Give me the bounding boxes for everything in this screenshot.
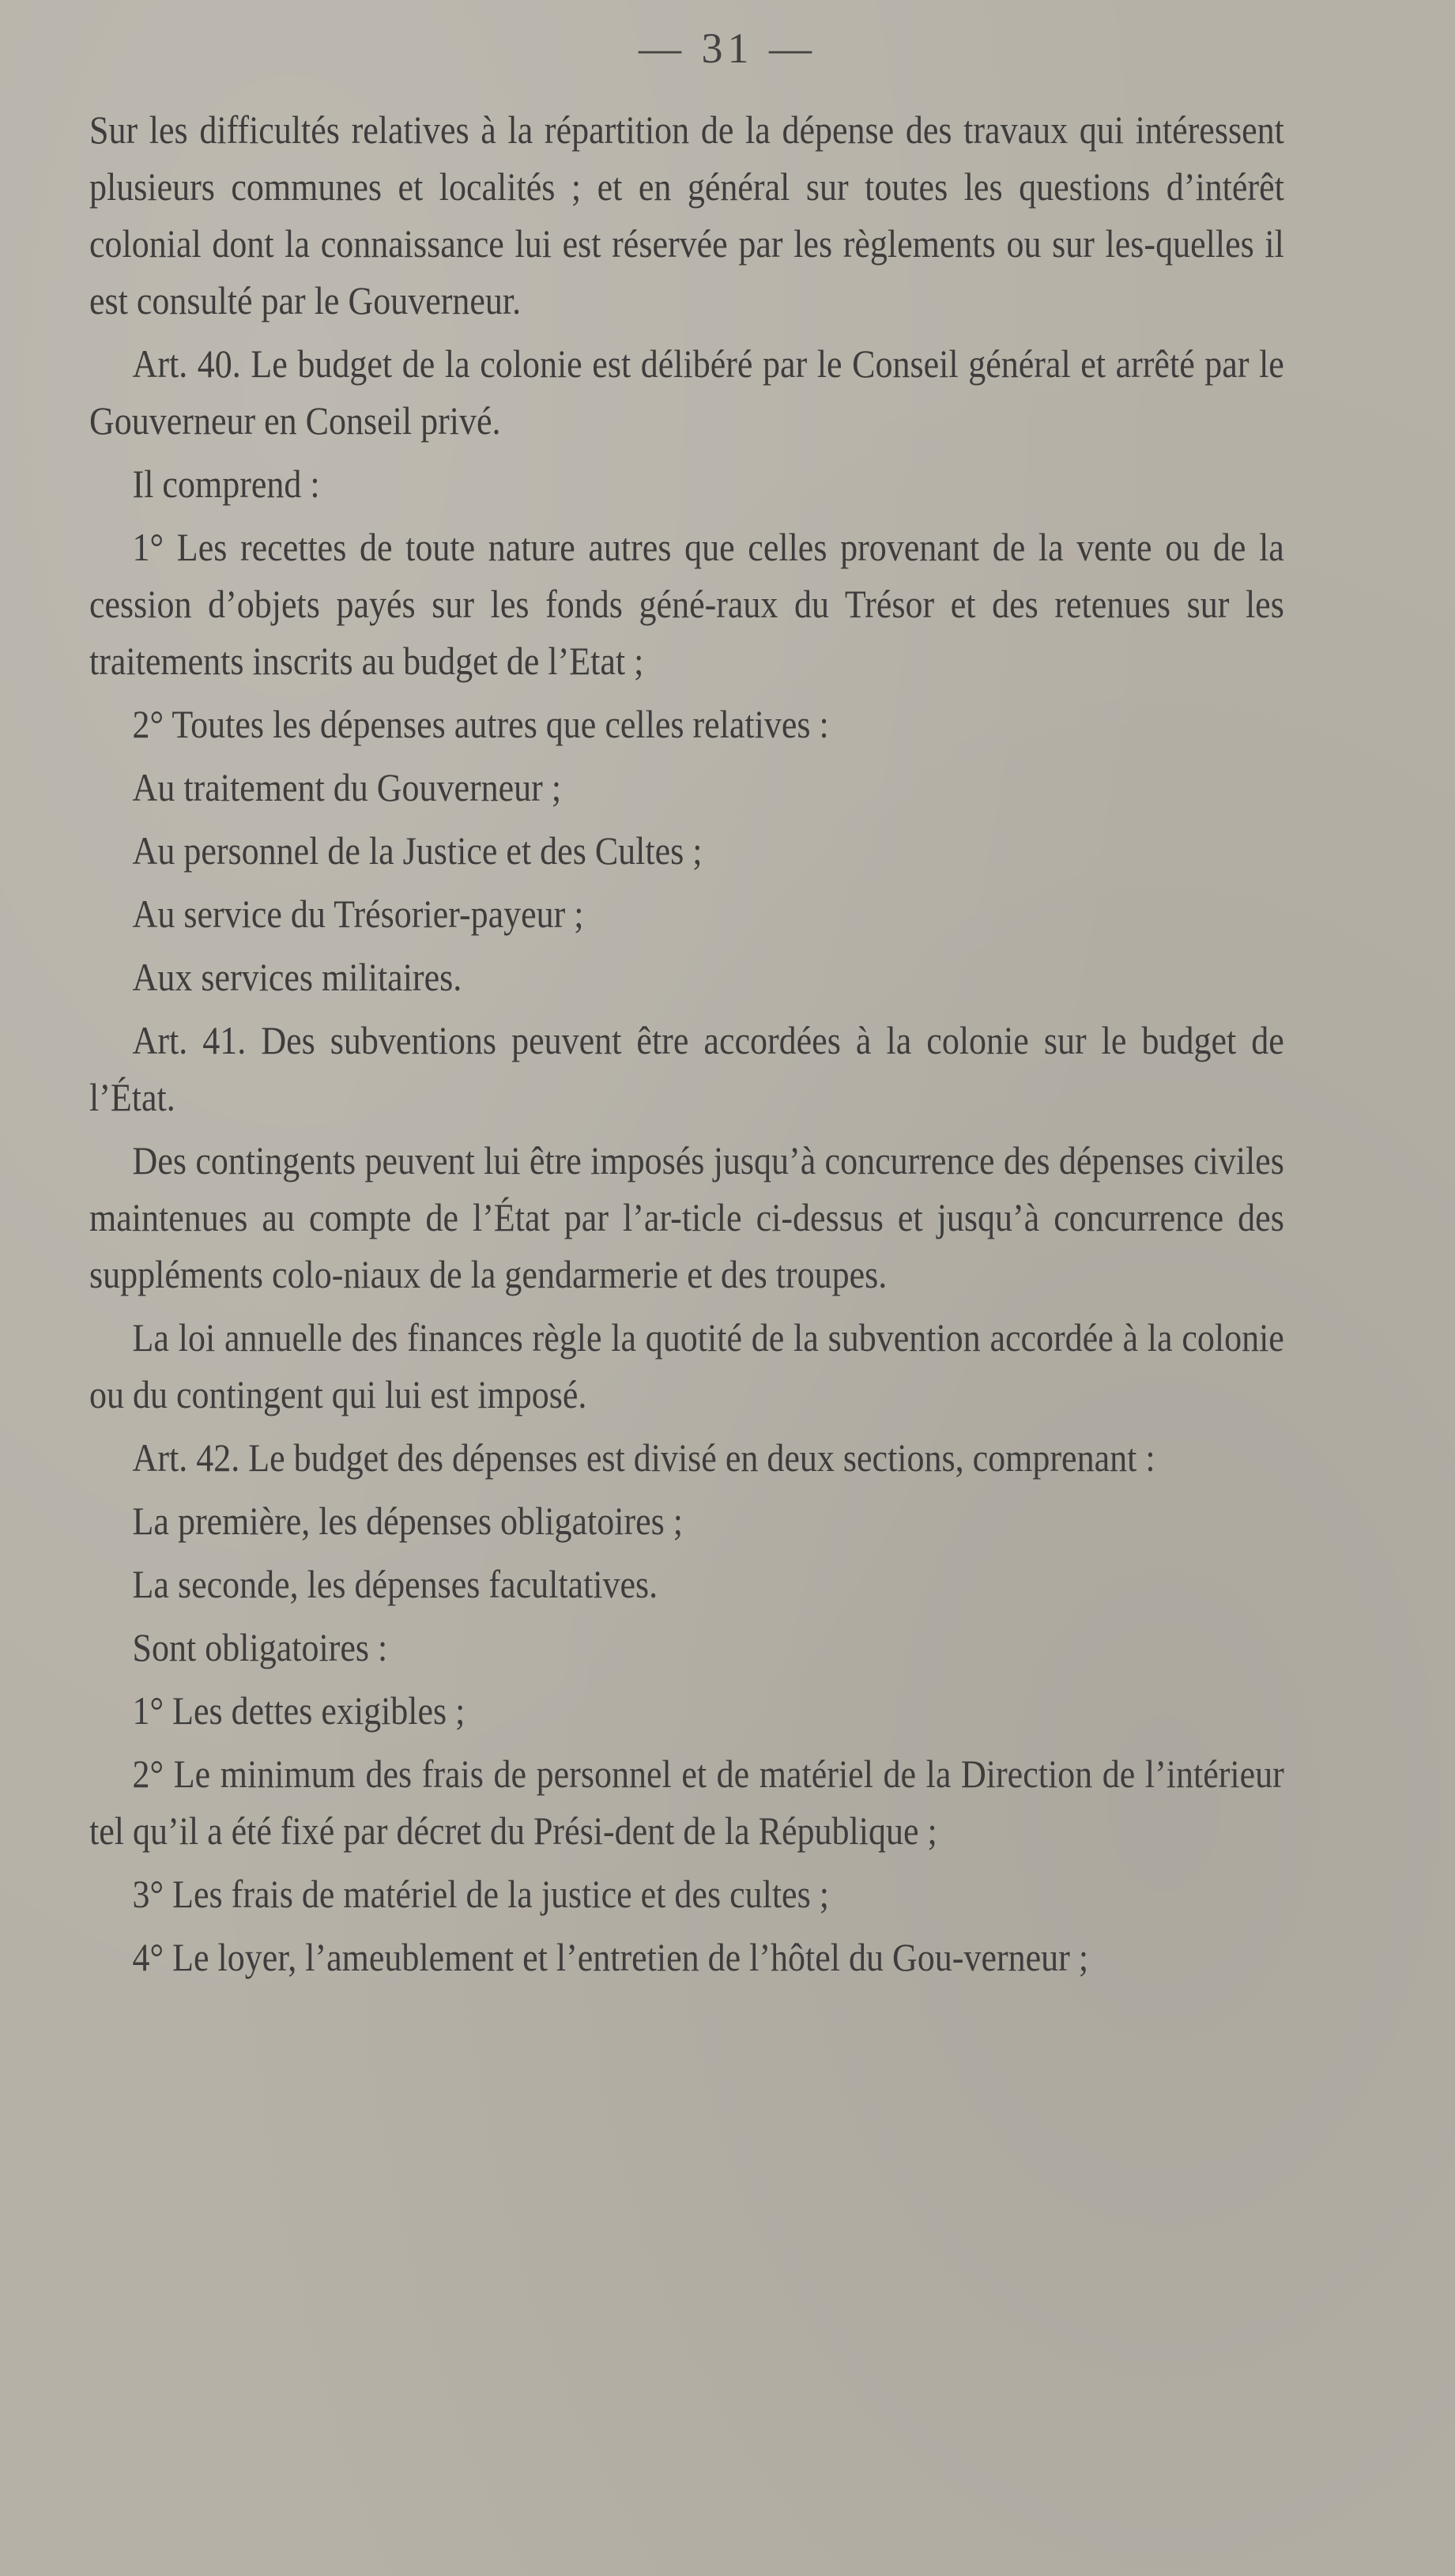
paragraph-il-comprend: Il comprend : bbox=[132, 462, 320, 506]
list-item-loyer: 4° Le loyer, l’ameublement et l’entretien de l’hôtel du Gou-verneur ; bbox=[132, 1935, 1089, 1979]
list-item-depenses: 2° Toutes les dépenses autres que celles relatives : bbox=[132, 702, 829, 746]
page-number: — 31 — bbox=[639, 25, 816, 72]
list-item-personnel: Au personnel de la Justice et des Cultes ; bbox=[132, 828, 703, 873]
paragraph-art-42: Art. 42. Le budget des dépenses est divisé en deux sections, comprenant : bbox=[132, 1435, 1155, 1480]
list-item-premiere: La première, les dépenses obligatoires ; bbox=[132, 1499, 683, 1543]
paragraph-art-41: Art. 41. Des subventions peuvent être accordées à la colonie sur le budget de l’État. bbox=[89, 1018, 1284, 1119]
list-item-frais-materiel: 3° Les frais de matériel de la justice et des cultes ; bbox=[132, 1872, 829, 1916]
paragraph-art-40: Art. 40. Le budget de la colonie est délibéré par le Conseil général et arrêté par le Gouverneur en Conseil privé. bbox=[89, 341, 1284, 443]
list-item-militaires: Aux services militaires. bbox=[132, 955, 462, 999]
list-item-recettes: 1° Les recettes de toute nature autres que celles provenant de la vente ou de la cession d’objets payés sur les fonds géné-raux du Trésor et des retenues sur les traitements inscrits au budget de l’Etat ; bbox=[89, 525, 1284, 683]
paragraph-loi-annuelle: La loi annuelle des finances règle la quotité de la subvention accordée à la colonie ou du contingent qui lui est imposé. bbox=[89, 1315, 1284, 1416]
list-item-tresorier: Au service du Trésorier-payeur ; bbox=[132, 892, 584, 936]
list-item-traitement: Au traitement du Gouverneur ; bbox=[132, 765, 562, 809]
paragraph-sont-obligatoires: Sont obligatoires : bbox=[132, 1625, 388, 1669]
list-item-dettes: 1° Les dettes exigibles ; bbox=[132, 1688, 466, 1733]
paragraph-contingents: Des contingents peuvent lui être imposés jusqu’à concurrence des dépenses civiles maintenues au compte de l’État par l’ar-ticle ci-dessus et jusqu’à concurrence des suppléments colo-niaux de la gendarmerie et des troupes. bbox=[89, 1138, 1284, 1296]
paragraph-continuation: Sur les difficultés relatives à la répartition de la dépense des travaux qui intéressent plusieurs communes et localités ; et en général sur toutes les questions d’intérêt colonial dont la connaissance lui est réservée par les règlements ou sur les-quelles il est consulté par le Gouverneur. bbox=[89, 107, 1284, 322]
body-text bbox=[89, 101, 1284, 1992]
list-item-minimum-frais: 2° Le minimum des frais de personnel et de matériel de la Direction de l’intérieur tel qu’il a été fixé par décret du Prési-dent de la République ; bbox=[89, 1752, 1284, 1853]
list-item-seconde: La seconde, les dépenses facultatives. bbox=[132, 1562, 658, 1606]
